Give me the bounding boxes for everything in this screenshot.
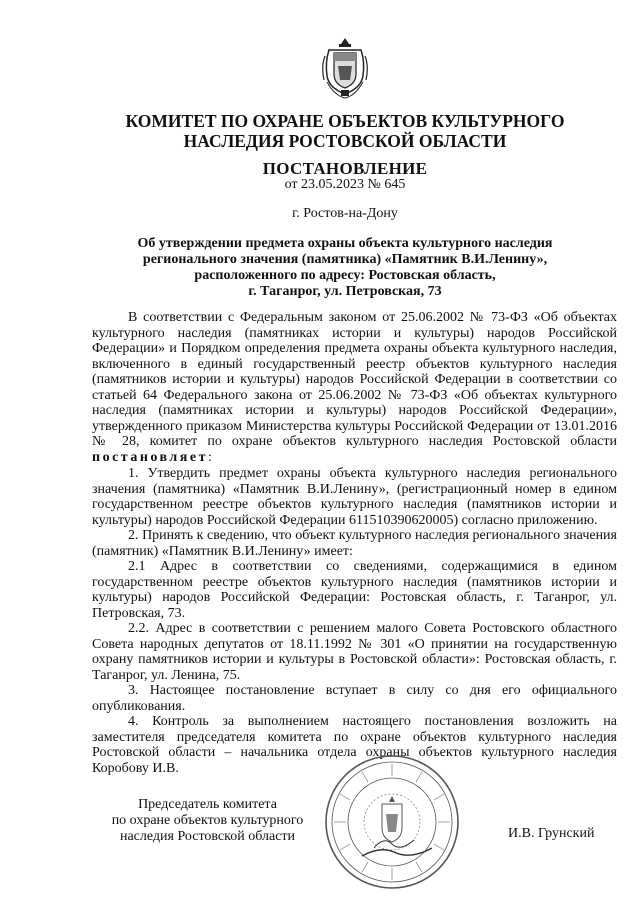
coat-of-arms-icon: [321, 36, 369, 100]
decree-colon: :: [207, 449, 212, 465]
signatory-name: И.В. Грунский: [508, 826, 595, 841]
item-2: 2. Принять к сведению, что объект культурного наследия регионального значения (памятник) «Памятник В.И.Ленину» имеет:: [92, 528, 617, 559]
subject-line3: расположенного по адресу: Ростовская область,: [194, 268, 496, 283]
signatory-position-line2: по охране объектов культурного: [111, 813, 304, 828]
item-1: 1. Утвердить предмет охраны объекта культурного наследия регионального значения (памятника) «Памятник В.И.Ленину», (регистрационный номер в едином государственном реестре объектов культурного наследия (памятников истории и культуры) народов Российской Федерации 611510390620005) согласно приложению.: [92, 466, 617, 528]
item-3: 3. Настоящее постановление вступает в силу со дня его официального опубликования.: [92, 683, 617, 714]
signatory-position: [95, 797, 320, 845]
item-4: 4. Контроль за выполнением настоящего постановления возложить на заместителя председателя комитета по охране объектов культурного наследия Ростовской области – начальника отдела охраны объектов культурного наследия Коробову И.В.: [92, 714, 617, 776]
subject-line1: Об утверждении предмета охраны объекта культурного наследия: [137, 236, 553, 251]
organization-name-line2: НАСЛЕДИЯ РОСТОВСКОЙ ОБЛАСТИ: [183, 131, 507, 151]
preamble-paragraph: [92, 310, 617, 465]
subject-line2: регионального значения (памятника) «Памятник В.И.Ленину»,: [142, 252, 548, 267]
document-date-number: от 23.05.2023 № 645: [284, 177, 406, 192]
signatory-position-line1: Председатель комитета: [138, 797, 277, 812]
official-seal-icon: [322, 752, 462, 892]
item-2-2: 2.2. Адрес в соответствии с решением малого Совета Ростовского областного Совета народных депутатов от 18.11.1992 № 301 «О принятии на государственную охрану памятников истории и культуры в Ростовской области»: Ростовская область, г. Таганрог, ул. Ленина, 75.: [92, 621, 617, 683]
decree-word: постановляет: [92, 449, 208, 465]
subject-line4: г. Таганрог, ул. Петровская, 73: [248, 284, 442, 299]
signatory-position-line3: наследия Ростовской области: [119, 829, 296, 844]
decree-items: [92, 466, 617, 776]
document-city: г. Ростов-на-Дону: [292, 206, 398, 221]
item-2-1: 2.1 Адрес в соответствии со сведениями, содержащимися в едином государственном реестре объектов культурного наследия (памятников истории и культуры) народов Российской Федерации: Ростовская область, г. Таганрог, ул. Петровская, 73.: [92, 559, 617, 621]
preamble-text: В соответствии с Федеральным законом от 25.06.2002 № 73-ФЗ «Об объектах культурного наследия (памятниках истории и культуры) народов Российской Федерации» и Порядком определения предмета охраны объекта культурного наследия, включенного в единый государственный реестр объектов культурного наследия (памятников истории и культуры) народов Российской Федерации в соответствии со статьей 64 Федерального закона от 25.06.2002 № 73-ФЗ «Об объектах культурного наследия (памятниках истории и культуры) народов Российской Федерации», утвержденного приказом Министерства культуры Российской Федерации от 13.01.2016 № 28, комитет по охране объектов культурного наследия Ростовской области: [92, 310, 617, 449]
organization-name-line1: КОМИТЕТ ПО ОХРАНЕ ОБЪЕКТОВ КУЛЬТУРНОГО: [125, 111, 565, 131]
document-type-title: ПОСТАНОВЛЕНИЕ: [262, 159, 428, 178]
